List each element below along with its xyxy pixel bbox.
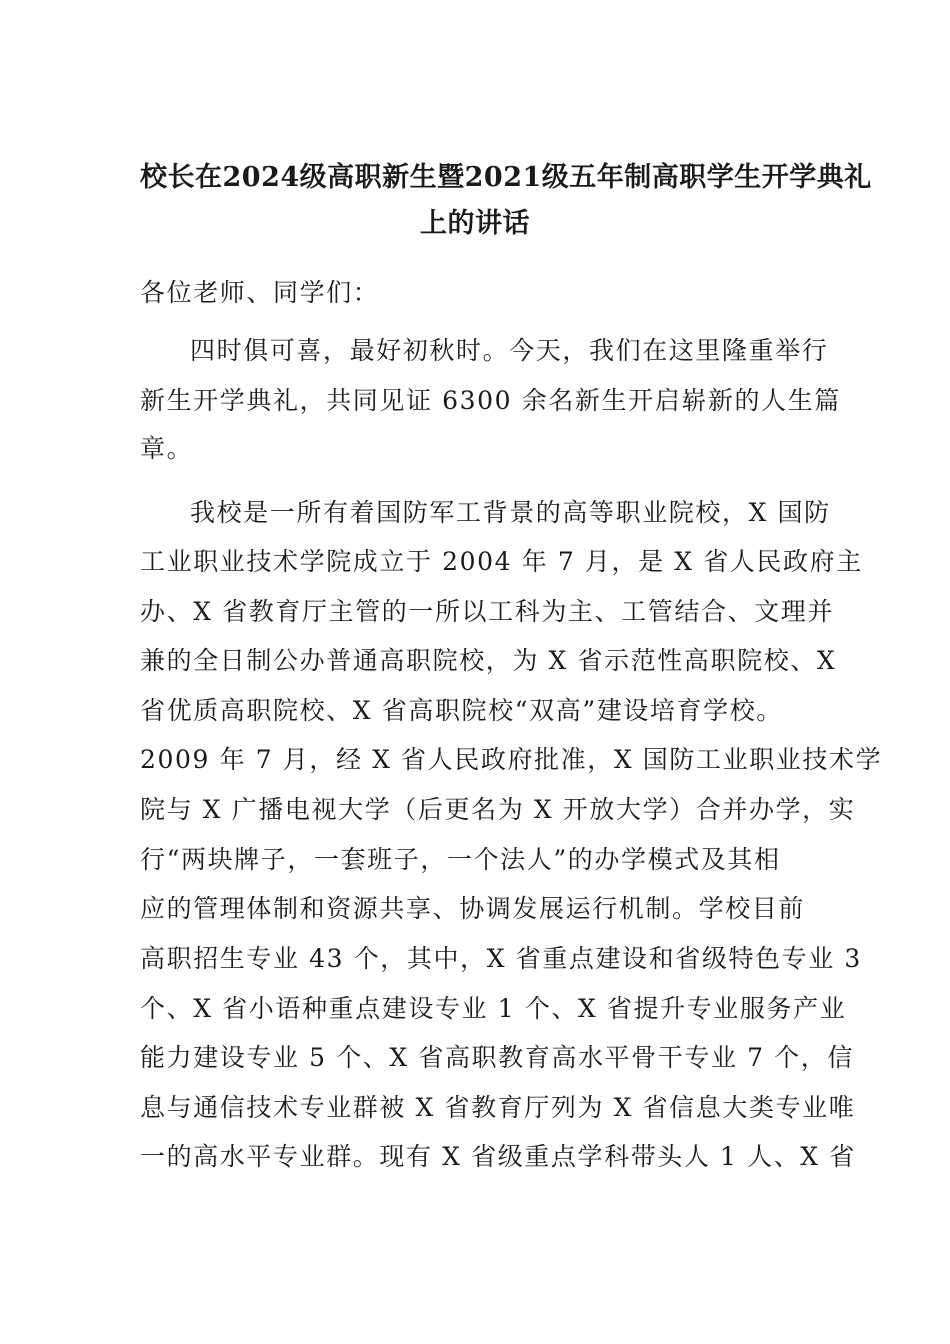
paragraph-2-line: 高职招生专业 43 个，其中，X 省重点建设和省级特色专业 3	[140, 944, 862, 973]
paragraph-2-line: 2009 年 7 月，经 X 省人民政府批准，X 国防工业职业技术学	[140, 745, 883, 774]
paragraph-2-line: 息与通信技术专业群被 X 省教育厅列为 X 省信息大类专业唯	[140, 1093, 856, 1122]
paragraph-2-line: 我校是一所有着国防军工背景的高等职业院校，X 国防	[190, 498, 831, 527]
document-title-line-1: 校长在2024级高职新生暨2021级五年制高职学生开学典礼	[140, 162, 872, 193]
paragraph-2-line: 行“两块牌子，一套班子，一个法人”的办学模式及其相	[140, 845, 781, 874]
paragraph-1-line: 章。	[140, 434, 194, 463]
paragraph-2-line: 办、X 省教育厅主管的一所以工科为主、工管结合、文理并	[140, 597, 834, 626]
paragraph-1-line: 新生开学典礼，共同见证 6300 余名新生开启崭新的人生篇	[140, 386, 841, 415]
paragraph-2-line: 院与 X 广播电视大学（后更名为 X 开放大学）合并办学，实	[140, 795, 856, 824]
paragraph-2-line: 工业职业技术学院成立于 2004 年 7 月，是 X 省人民政府主	[140, 547, 863, 576]
salutation: 各位老师、同学们：	[140, 278, 380, 307]
paragraph-1-line: 四时俱可喜，最好初秋时。今天，我们在这里隆重举行	[190, 336, 829, 365]
paragraph-2-line: 兼的全日制公办普通高职院校，为 X 省示范性高职院校、X	[140, 646, 837, 675]
paragraph-2-line: 能力建设专业 5 个、X 省高职教育高水平骨干专业 7 个，信	[140, 1043, 854, 1072]
paragraph-2-line: 个、X 省小语种重点建设专业 1 个、X 省提升专业服务产业	[140, 994, 847, 1023]
paragraph-2-line: 省优质高职院校、X 省高职院校“双高”建设培育学校。	[140, 696, 783, 725]
paragraph-2-line: 一的高水平专业群。现有 X 省级重点学科带头人 1 人、X 省	[140, 1142, 856, 1171]
document-title-line-2: 上的讲话	[420, 208, 530, 239]
paragraph-2-line: 应的管理体制和资源共享、协调发展运行机制。学校目前	[140, 894, 806, 923]
